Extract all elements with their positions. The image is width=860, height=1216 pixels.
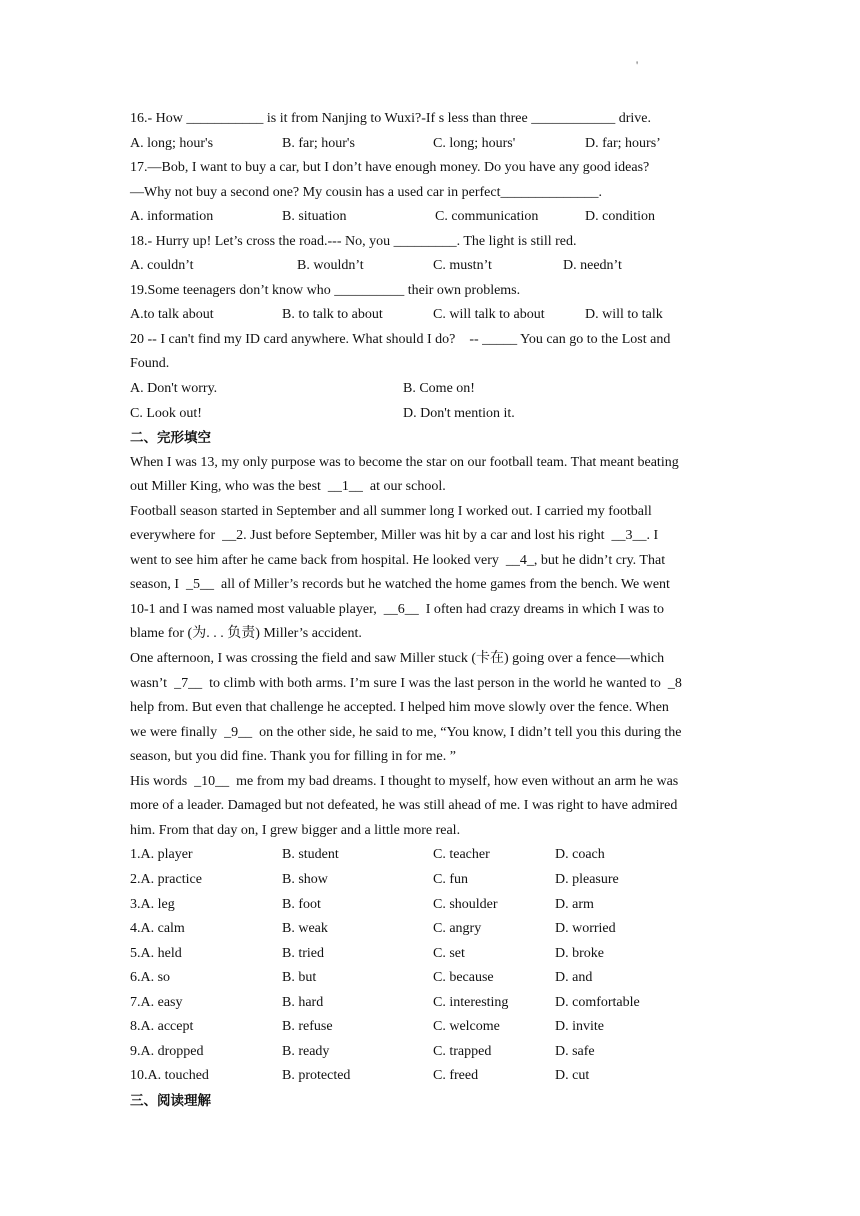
option-b: B. refuse [282,1019,333,1035]
question-17-stem: 17.—Bob, I want to buy a car, but I don’t have enough money. Do you have any good ideas? [130,160,650,176]
cloze-option-row [130,868,730,893]
option-b: B. wouldn’t [297,258,364,274]
question-20-stem-continued: Found. [130,356,170,372]
option-d: D. worried [555,921,616,937]
option-d: D. coach [555,847,605,863]
option-b: B. hard [282,994,324,1010]
cloze-option-row [130,843,730,868]
option-d: D. cut [555,1068,590,1084]
option-b: B. ready [282,1043,330,1059]
option-a: 2.A. practice [130,871,202,887]
cloze-option-row [130,1064,730,1089]
option-c: C. shoulder [433,896,498,912]
option-a: 5.A. held [130,945,182,961]
option-b: B. protected [282,1068,351,1084]
cloze-line: more of a leader. Damaged but not defeated, he was still ahead of me. I was right to have admired [130,798,678,814]
option-b: B. tried [282,945,324,961]
option-b: B. show [282,871,328,887]
cloze-passage [130,451,730,844]
option-a: 4.A. calm [130,921,185,937]
option-a: A. information [130,209,214,225]
question-16-options [130,132,730,157]
option-d: D. condition [585,209,655,225]
option-c: C. welcome [433,1019,500,1035]
question-20-options-row1 [130,377,730,402]
cloze-line: One afternoon, I was crossing the field and saw Miller stuck (卡在) going over a fence—which [130,651,665,667]
option-c: C. communication [435,209,539,225]
cloze-option-row [130,1015,730,1040]
page-tick-mark: ' [636,58,639,72]
option-a: A. couldn’t [130,258,194,274]
cloze-line: wasn’t _7__ to climb with both arms. I’m sure I was the last person in the world he wanted to _8 [130,675,682,691]
option-a: 9.A. dropped [130,1043,204,1059]
option-b: B. student [282,847,339,863]
option-b: B. weak [282,921,328,937]
cloze-option-row [130,893,730,918]
question-18-stem: 18.- Hurry up! Let’s cross the road.--- No, you _________. The light is still red. [130,233,577,249]
cloze-line: When I was 13, my only purpose was to become the star on our football team. That meant beating [130,454,679,470]
cloze-option-row [130,1040,730,1065]
cloze-line: we were finally _9__ on the other side, he said to me, “You know, I didn’t tell you this during the [130,724,682,740]
section-2-heading: 二、完形填空 [130,430,211,447]
option-d: D. will to talk [585,307,663,323]
option-d: D. invite [555,1019,604,1035]
option-a: A. long; hour's [130,135,214,151]
question-19-options [130,303,730,328]
cloze-option-row [130,991,730,1016]
option-a: 8.A. accept [130,1019,194,1035]
cloze-line: blame for (为. . . 负责) Miller’s accident. [130,626,362,642]
option-a: 1.A. player [130,847,193,863]
cloze-line: season, I _5__ all of Miller’s records but he watched the home games from the bench. We went [130,577,670,593]
option-c: C. set [433,945,465,961]
option-c: C. fun [433,871,468,887]
question-16-stem: 16.- How ___________ is it from Nanjing to Wuxi?-If s less than three ____________ drive. [130,111,651,126]
cloze-options [130,843,730,1088]
option-d: D. needn’t [563,258,622,274]
cloze-line: him. From that day on, I grew bigger and a little more real. [130,822,461,838]
option-c: C. because [433,970,494,986]
option-d: D. safe [555,1043,595,1059]
option-a: A.to talk about [130,307,214,323]
cloze-option-row [130,942,730,967]
option-d: D. pleasure [555,871,619,887]
cloze-line: season, but you did fine. Thank you for filling in for me. ” [130,749,456,765]
cloze-line: went to see him after he came back from hospital. He looked very __4_, but he didn’t cry. That [130,552,666,568]
option-b: B. situation [282,209,347,225]
option-a: A. Don't worry. [130,381,218,397]
question-20-options-row2 [130,402,730,427]
option-b: B. far; hour's [282,135,355,151]
option-b: B. but [282,970,317,986]
option-c: C. mustn’t [433,258,492,274]
question-17-stem-reply: —Why not buy a second one? My cousin has a used car in perfect______________. [130,184,602,200]
section-3-heading: 三、阅读理解 [130,1092,211,1109]
cloze-line: help from. But even that challenge he accepted. I helped him move slowly over the fence. When [130,700,669,716]
question-20-stem: 20 -- I can't find my ID card anywhere. What should I do? -- _____ You can go to the Lost and [130,331,671,347]
option-c: C. long; hours' [433,135,516,151]
option-c: C. freed [433,1068,479,1084]
option-a: 3.A. leg [130,896,175,912]
option-c: C. angry [433,921,482,937]
question-19-stem: 19.Some teenagers don’t know who __________ their own problems. [130,282,521,298]
option-c: C. teacher [433,847,490,863]
option-d: D. broke [555,945,604,961]
cloze-line: His words _10__ me from my bad dreams. I thought to myself, how even without an arm he was [130,773,679,789]
option-b: B. to talk to about [282,307,383,323]
option-a: 6.A. so [130,970,171,986]
option-c: C. will talk to about [433,307,545,323]
option-d: D. comfortable [555,994,640,1010]
option-d: D. far; hours’ [585,135,661,151]
cloze-option-row [130,917,730,942]
option-c: C. interesting [433,994,509,1010]
cloze-line: everywhere for __2. Just before September, Miller was hit by a car and lost his right __3__. I [130,528,659,544]
option-b: B. Come on! [403,381,475,397]
cloze-line: out Miller King, who was the best __1__ at our school. [130,479,446,495]
option-d: D. Don't mention it. [403,405,515,421]
question-18-options [130,254,730,279]
option-a: 7.A. easy [130,994,183,1010]
cloze-line: 10-1 and I was named most valuable player, __6__ I often had crazy dreams in which I was to [130,601,664,617]
cloze-option-row [130,966,730,991]
option-b: B. foot [282,896,321,912]
option-d: D. and [555,970,593,986]
cloze-line: Football season started in September and all summer long I worked out. I carried my football [130,503,652,519]
option-d: D. arm [555,896,594,912]
page-content [130,107,730,1113]
option-a: 10.A. touched [130,1068,209,1084]
option-c: C. trapped [433,1043,492,1059]
option-c: C. Look out! [130,405,202,421]
question-17-options [130,205,730,230]
